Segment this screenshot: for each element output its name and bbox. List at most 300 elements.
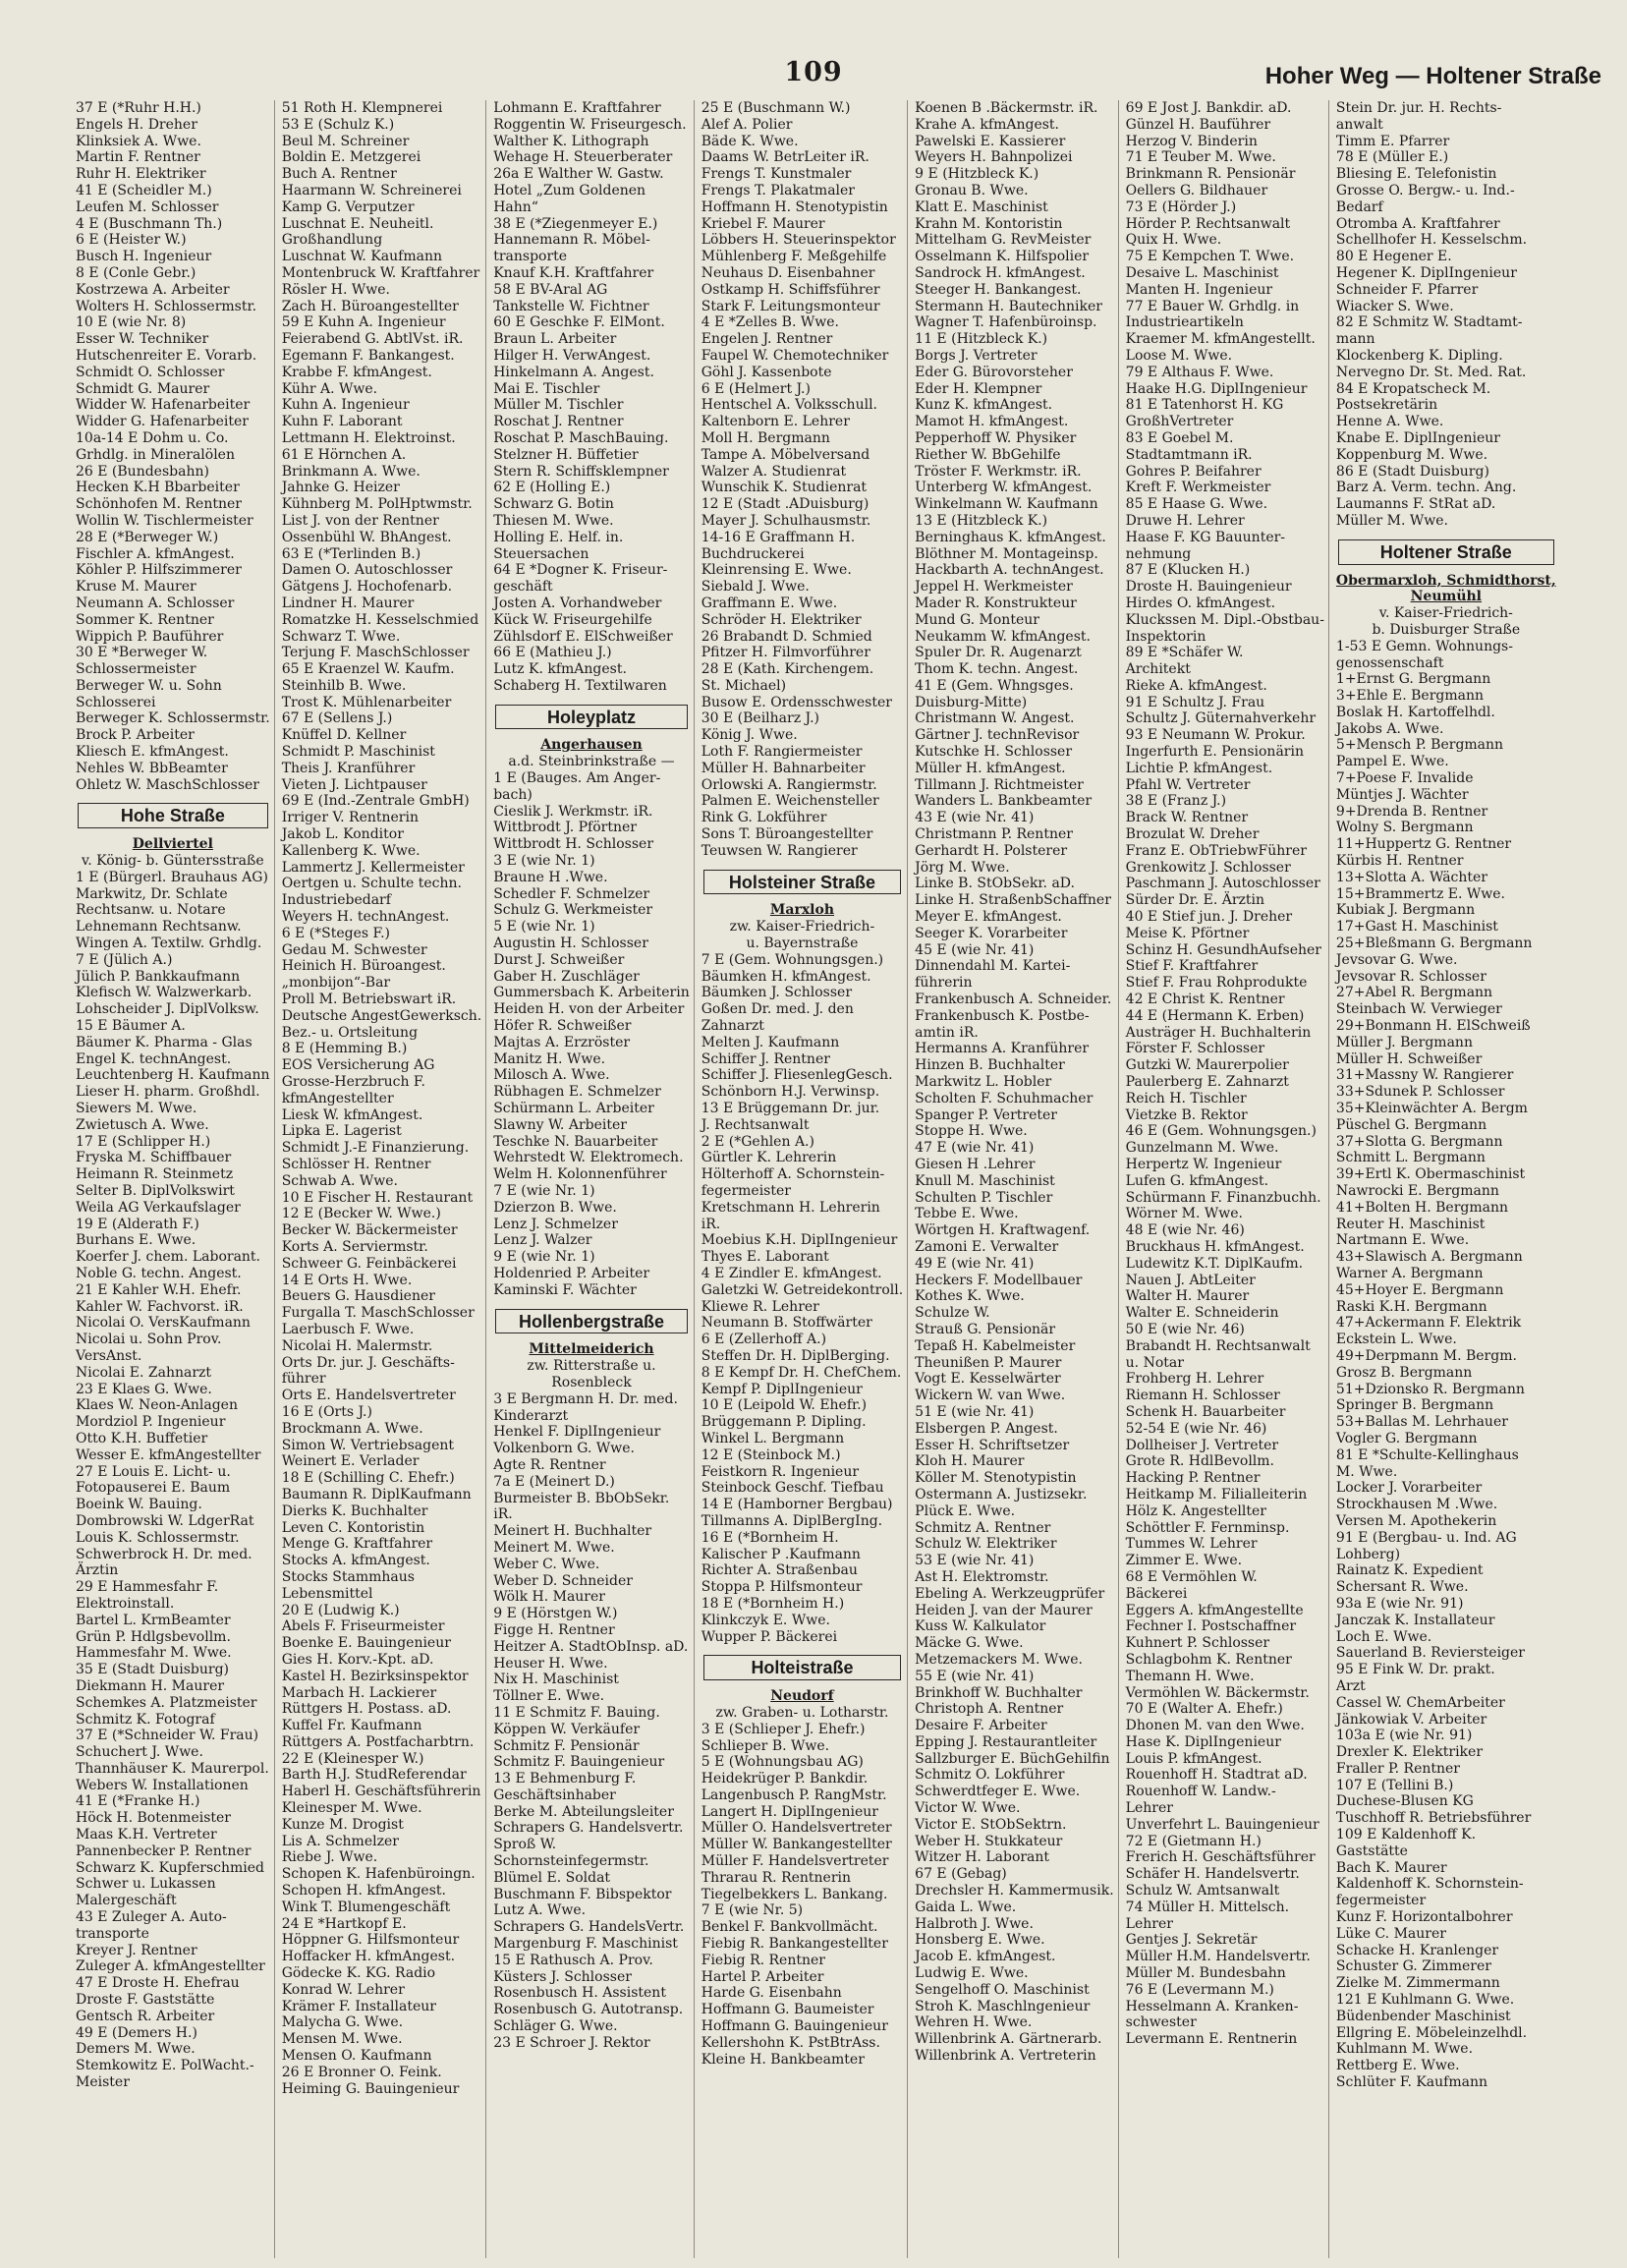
directory-entry: Brabandt H. Rechtsanwalt <box>1125 1337 1311 1354</box>
directory-entry: Dzierzon B. Wwe. <box>493 1199 617 1216</box>
directory-entry: u. Notar <box>1125 1354 1184 1371</box>
directory-entry: Koppenburg M. Wwe. <box>1335 446 1488 463</box>
directory-entry: 7 E (wie Nr. 5) <box>701 1902 804 1919</box>
directory-entry: Zahnarzt <box>701 1018 764 1035</box>
directory-entry: Levermann E. Rentnerin <box>1125 2031 1298 2048</box>
directory-entry: Ärztin <box>76 1562 119 1579</box>
directory-entry: Dierks K. Buchhalter <box>281 1503 428 1519</box>
directory-entry: Schrapers G. HandelsVertr. <box>493 1919 685 1936</box>
directory-entry: 87 E (Klucken H.) <box>1125 562 1251 579</box>
directory-entry: Damen O. Autoschlosser <box>281 562 453 579</box>
directory-entry: Manten H. Ingenieur <box>1125 281 1273 298</box>
directory-entry: Spanger P. Vertreter <box>915 1106 1057 1123</box>
directory-entry: Stief F. Frau Rohprodukte <box>1125 975 1308 992</box>
directory-entry: 6 E (Heister W.) <box>76 232 187 249</box>
directory-entry: 40 E Stief jun. J. Dreher <box>1125 909 1293 926</box>
directory-entry: Versen M. Apothekerin <box>1335 1512 1497 1529</box>
street-heading: Holtener Straße <box>1338 539 1554 565</box>
directory-entry: Drexler K. Elektriker <box>1335 1744 1484 1761</box>
directory-entry: Otto K.H. Buffetier <box>76 1430 208 1446</box>
directory-entry: Kuhn A. Ingenieur <box>281 397 410 414</box>
directory-entry: Welm H. Kolonnenführer <box>493 1166 667 1183</box>
directory-entry: 25 E (Buschmann W.) <box>701 100 851 116</box>
directory-entry: Stocks Stammhaus <box>281 1568 415 1585</box>
directory-entry: Wanders L. Bankbeamter <box>915 793 1093 810</box>
directory-entry: Meise K. Pförtner <box>1125 925 1250 941</box>
directory-entry: 79 E Althaus F. Wwe. <box>1125 364 1274 380</box>
directory-entry: Alef A. Polier <box>701 116 793 133</box>
directory-entry: Schersant R. Wwe. <box>1335 1579 1469 1596</box>
directory-entry: Schmidt J.-E Finanzierung. <box>281 1140 470 1157</box>
directory-entry: transporte <box>493 249 568 265</box>
directory-entry: Höck H. Botenmeister <box>76 1810 231 1827</box>
directory-entry: Knabe E. DiplIngenieur <box>1335 429 1500 446</box>
directory-entry: Holling E. Helf. in. <box>493 529 624 545</box>
directory-entry: 9 E (wie Nr. 1) <box>493 1249 595 1266</box>
directory-entry: 7 E (wie Nr. 1) <box>493 1183 595 1199</box>
directory-entry: Grosse-Herzbruch F. <box>281 1074 425 1091</box>
directory-entry: 37+Slotta G. Bergmann <box>1335 1133 1503 1150</box>
directory-entry: Mordziol P. Ingenieur <box>76 1414 226 1431</box>
directory-entry: Daams W. BetrLeiter iR. <box>701 149 870 166</box>
directory-entry: Kriebel F. Maurer <box>701 215 825 232</box>
directory-entry: Siewers M. Wwe. <box>76 1101 197 1117</box>
directory-entry: Weila AG Verkaufslager <box>76 1199 241 1216</box>
directory-entry: Schedler F. Schmelzer <box>493 885 650 902</box>
directory-entry: Gentsch R. Arbeiter <box>76 2008 215 2024</box>
directory-entry: Steinbach W. Verwieger <box>1335 1001 1502 1018</box>
directory-entry: Brack W. Rentner <box>1125 810 1249 826</box>
directory-entry: Schwer u. Lukassen <box>76 1876 216 1893</box>
directory-entry: 24 E *Hartkopf E. <box>281 1915 407 1932</box>
directory-entry: Mayer J. Schulhausmstr. <box>701 512 871 529</box>
directory-entry: 8 E (Hemming B.) <box>281 1041 408 1057</box>
directory-entry: Kostrzewa A. Arbeiter <box>76 281 230 298</box>
directory-entry: 4 E (Buschmann Th.) <box>76 215 223 232</box>
directory-column <box>76 100 275 2258</box>
directory-entry: Simon W. Vertriebsagent <box>281 1437 455 1453</box>
directory-entry: 38 E (*Ziegenmeyer E.) <box>493 215 658 232</box>
directory-entry: Hotel „Zum Goldenen <box>493 182 646 198</box>
directory-entry: Wolters H. Schlossermstr. <box>76 298 257 314</box>
directory-entry: 60 E Geschke F. ElMont. <box>493 314 665 331</box>
directory-entry: Oellers G. Bildhauer <box>1125 182 1268 198</box>
directory-entry: Kuhnert P. Schlosser <box>1125 1635 1270 1652</box>
directory-entry: Hacking P. Rentner <box>1125 1470 1261 1487</box>
directory-entry: 7 E (Jülich A.) <box>76 951 173 968</box>
directory-entry: Slawny W. Arbeiter <box>493 1116 627 1133</box>
directory-entry: 103a E (wie Nr. 91) <box>1335 1728 1473 1744</box>
directory-entry: 41 E (Gem. Whngsges. <box>915 677 1074 694</box>
directory-entry: 77 E Bauer W. Grhdlg. in <box>1125 298 1300 314</box>
directory-entry: 19 E (Alderath F.) <box>76 1216 199 1232</box>
directory-entry: Pfitzer H. Filmvorführer <box>701 645 870 661</box>
directory-entry: Mittelham G. RevMeister <box>915 232 1092 249</box>
directory-entry: Berweger W. u. Sohn <box>76 677 222 694</box>
directory-entry: fegermeister <box>701 1183 791 1199</box>
directory-entry: Lufen G. kfmAngest. <box>1125 1172 1269 1189</box>
directory-entry: Küsters J. Schlosser <box>493 1968 632 1985</box>
directory-entry: Wörtgen H. Kraftwagenf. <box>915 1222 1091 1239</box>
directory-entry: Berninghaus K. kfmAngest. <box>915 529 1106 545</box>
directory-entry: Kühnberg M. PolHptwmstr. <box>281 496 473 513</box>
directory-entry: Tebbe E. Wwe. <box>915 1206 1019 1222</box>
directory-entry: Vogt E. Kesselwärter <box>915 1371 1061 1388</box>
directory-entry: 14-16 E Graffmann H. <box>701 529 856 545</box>
directory-entry: Kluckssen M. Dipl.-Obstbau- <box>1125 611 1324 628</box>
directory-entry: Teschke N. Bauarbeiter <box>493 1133 658 1150</box>
directory-entry: Architekt <box>1125 661 1191 678</box>
directory-entry: Menge G. Kraftfahrer <box>281 1536 433 1553</box>
directory-entry: Sengelhoff O. Maschinist <box>915 1981 1090 1998</box>
directory-entry: 11 E (Hitzbleck K.) <box>915 331 1048 348</box>
directory-entry: Esser W. Techniker <box>76 331 209 348</box>
directory-entry: Fiebig R. Bankangestellter <box>701 1936 888 1953</box>
directory-entry: Rüttgers A. Postfacharbtrn. <box>281 1733 475 1750</box>
directory-entry: Vermöhlen W. Bäckermstr. <box>1125 1684 1310 1701</box>
directory-entry: 81 E Tatenhorst H. KG <box>1125 397 1284 414</box>
directory-entry: 76 E (Levermann M.) <box>1125 1981 1274 1998</box>
directory-entry: Neumann A. Schlosser <box>76 595 235 611</box>
directory-entry: Hölz K. Angestellter <box>1125 1503 1266 1519</box>
directory-entry: Tröster F. Werkmstr. iR. <box>915 463 1082 480</box>
directory-entry: 27 E Louis E. Licht- u. <box>76 1463 231 1480</box>
directory-entry: Theunißen P. Maurer <box>915 1354 1062 1371</box>
directory-entry: Industriebedarf <box>281 892 391 909</box>
directory-entry: Gies H. Korv.-Kpt. aD. <box>281 1651 434 1668</box>
directory-entry: Krahe A. kfmAngest. <box>915 116 1060 133</box>
directory-entry: transporte <box>76 1925 149 1942</box>
directory-entry: Schenk H. Bauarbeiter <box>1125 1403 1286 1420</box>
directory-entry: nehmung <box>1125 545 1192 562</box>
directory-entry: Kleine H. Bankbeamter <box>701 2051 865 2068</box>
directory-entry: 5+Mensch P. Bergmann <box>1335 737 1504 754</box>
directory-entry: Schmitz O. Lokführer <box>915 1767 1065 1784</box>
street-section-label: a.d. Steinbrinkstraße — <box>508 754 675 770</box>
directory-entry: 69 E (Ind.-Zentrale GmbH) <box>281 793 470 810</box>
directory-entry: Christmann W. Angest. <box>915 710 1075 727</box>
directory-entry: Schlosserei <box>76 694 156 710</box>
directory-entry: Schmitz K. Fotograf <box>76 1711 215 1728</box>
directory-entry: Quix H. Wwe. <box>1125 232 1222 249</box>
directory-entry: Boldin E. Metzgerei <box>281 149 421 166</box>
directory-entry: Frankenbusch K. Postbe- <box>915 1007 1090 1024</box>
directory-entry: Beuers G. Hausdiener <box>281 1288 435 1305</box>
directory-entry: Faupel W. Chemotechniker <box>701 347 889 364</box>
directory-entry: Müller H. Bahnarbeiter <box>701 760 866 776</box>
directory-entry: 20 E (Ludwig K.) <box>281 1602 400 1618</box>
directory-entry: Harde G. Eisenbahn <box>701 1985 842 2002</box>
directory-entry: Meister <box>76 2074 130 2091</box>
directory-entry: Koenen B .Bäckermstr. iR. <box>915 100 1098 116</box>
directory-entry: Thrarau R. Rentnerin <box>701 1869 852 1886</box>
directory-entry: Köppen W. Verkäufer <box>493 1721 641 1737</box>
directory-entry: Gummersbach K. Arbeiterin <box>493 985 690 1001</box>
directory-entry: Jevsovar G. Wwe. <box>1335 951 1458 968</box>
directory-entry: Grhdlg. in Mineralölen <box>76 446 235 463</box>
directory-entry: Galetzki W. Getreidekontroll. <box>701 1281 904 1298</box>
directory-entry: Locker J. Vorarbeiter <box>1335 1480 1483 1497</box>
directory-entry: Schmitt L. Bergmann <box>1335 1150 1486 1166</box>
directory-entry: Kutschke H. Schlosser <box>915 744 1073 761</box>
directory-entry: Selter B. DiplVolkswirt <box>76 1183 235 1199</box>
directory-entry: Malycha G. Wwe. <box>281 2014 404 2031</box>
directory-entry: Jakobs A. Wwe. <box>1335 720 1444 737</box>
directory-entry: Stief F. Kraftfahrer <box>1125 958 1259 975</box>
directory-entry: Schulz W. Amtsanwalt <box>1125 1883 1280 1899</box>
directory-entry: 58 E BV-Aral AG <box>493 281 608 298</box>
directory-entry: Nicolai O. VersKaufmann <box>76 1315 251 1332</box>
directory-entry: Köhler P. Hilfszimmerer <box>76 562 242 579</box>
directory-entry: Tillmanns A. DiplBergIng. <box>701 1512 883 1529</box>
directory-entry: Höfer R. Schweißer <box>493 1018 632 1035</box>
directory-entry: Stark F. Leitungsmonteur <box>701 298 880 314</box>
directory-entry: Maas K.H. Vertreter <box>76 1827 217 1843</box>
directory-entry: Schopen H. kfmAngest. <box>281 1883 446 1899</box>
directory-entry: Geschäftsinhaber <box>493 1786 616 1803</box>
directory-entry: Schwerbrock H. Dr. med. <box>76 1546 252 1562</box>
directory-entry: Weinert E. Verlader <box>281 1453 420 1470</box>
directory-entry: Beul M. Schreiner <box>281 133 410 149</box>
directory-entry: Rosenbusch G. Autotransp. <box>493 2002 684 2018</box>
directory-entry: Schönhofen M. Rentner <box>76 496 242 513</box>
directory-entry: Lehrer <box>1125 1915 1173 1932</box>
directory-entry: Stelzner H. Büffetier <box>493 446 639 463</box>
directory-entry: Heckers F. Modellbauer <box>915 1272 1083 1288</box>
directory-entry: Dombrowski W. LdgerRat <box>76 1512 254 1529</box>
directory-entry: Schlagbohm K. Rentner <box>1125 1651 1292 1668</box>
directory-entry: Busch H. Ingenieur <box>76 249 212 265</box>
directory-entry: 26 E (Bundesbahn) <box>76 463 209 480</box>
directory-column <box>282 100 487 2258</box>
directory-entry: 35+Kleinwächter A. Bergm <box>1335 1101 1528 1117</box>
directory-entry: Hörder P. Rechtsanwalt <box>1125 215 1291 232</box>
directory-entry: Meinert M. Wwe. <box>493 1539 615 1556</box>
directory-entry: Stemkowitz E. PolWacht.- <box>76 2058 254 2074</box>
directory-entry: Busow E. Ordensschwester <box>701 694 892 710</box>
directory-entry: Sommer K. Rentner <box>76 611 214 628</box>
directory-entry: Linke H. StraßenbSchaffner <box>915 892 1111 909</box>
directory-entry: Nicolai H. Malermstr. <box>281 1337 433 1354</box>
directory-entry: Rouenhoff H. Stadtrat aD. <box>1125 1767 1308 1784</box>
directory-entry: Schulten P. Tischler <box>915 1189 1053 1206</box>
directory-entry: Bruckhaus H. kfmAngest. <box>1125 1238 1305 1255</box>
directory-entry: Reich H. Tischler <box>1125 1090 1247 1106</box>
directory-entry: Hinzen B. Buchhalter <box>915 1057 1065 1074</box>
running-head: Hoher Weg — Holtener Straße <box>1264 63 1601 89</box>
directory-entry: Montenbruck W. Kraftfahrer <box>281 264 480 281</box>
directory-entry: Gödecke K. KG. Radio <box>281 1965 436 1982</box>
directory-entry: Loth F. Rangiermeister <box>701 744 863 761</box>
directory-entry: Mensen O. Kaufmann <box>281 2048 432 2065</box>
directory-entry: Sauerland B. Reviersteiger <box>1335 1645 1525 1662</box>
directory-entry: 65 E Kraenzel W. Kaufm. <box>281 661 455 678</box>
directory-entry: Tummes W. Lehrer <box>1125 1536 1258 1553</box>
directory-entry: Gürtler K. Lehrerin <box>701 1150 837 1166</box>
directory-entry: 95 E Fink W. Dr. prakt. <box>1335 1662 1495 1678</box>
directory-entry: Herpertz W. Ingenieur <box>1125 1157 1282 1172</box>
directory-entry: Hecken K.H Bbarbeiter <box>76 480 240 496</box>
directory-entry: 49+Derpmann M. Bergm. <box>1335 1347 1517 1364</box>
directory-entry: Weyers H. Bahnpolizei <box>915 149 1073 166</box>
directory-entry: 41+Bolten H. Bergmann <box>1335 1199 1509 1216</box>
directory-entry: 49 E (Demers H.) <box>76 2024 197 2041</box>
directory-entry: Schönborn H.J. Verwinsp. <box>701 1084 880 1101</box>
directory-entry: Weber D. Schneider <box>493 1572 633 1589</box>
directory-entry: Goßen Dr. med. J. den <box>701 1001 854 1018</box>
directory-entry: Janczak K. Installateur <box>1335 1612 1495 1628</box>
directory-entry: St. Michael) <box>701 677 787 694</box>
directory-entry: Berke M. Abteilungsleiter <box>493 1803 674 1820</box>
directory-entry: 93a E (wie Nr. 91) <box>1335 1595 1464 1612</box>
directory-entry: 37 E (*Ruhr H.H.) <box>76 100 201 116</box>
directory-entry: Josten A. Vorhandweber <box>493 595 662 611</box>
directory-entry: Günzel H. Bauführer <box>1125 116 1271 133</box>
directory-entry: 4 E *Zelles B. Wwe. <box>701 314 839 331</box>
directory-entry: Schröder H. Elektriker <box>701 611 862 628</box>
directory-entry: 1 E (Bürgerl. Brauhaus AG) <box>76 869 268 885</box>
directory-entry: Feistkorn R. Ingenieur <box>701 1463 860 1480</box>
street-section-label: zw. Ritterstraße u. <box>527 1358 656 1375</box>
directory-entry: 63 E (*Terlinden B.) <box>281 545 421 562</box>
directory-entry: Seeger K. Vorarbeiter <box>915 925 1068 941</box>
directory-entry: Loch E. Wwe. <box>1335 1628 1432 1645</box>
directory-entry: Wippich P. Bauführer <box>76 628 224 645</box>
directory-entry: Reuter H. Maschinist <box>1335 1216 1486 1232</box>
directory-entry: Mühlenberg F. Meßgehilfe <box>701 249 887 265</box>
directory-entry: Webers W. Installationen <box>76 1777 249 1793</box>
directory-entry: Gaststätte <box>1335 1843 1408 1859</box>
directory-entry: 69 E Jost J. Bankdir. aD. <box>1125 100 1292 116</box>
directory-entry: Jänkowiak V. Arbeiter <box>1335 1711 1487 1728</box>
directory-entry: Baumann R. DiplKaufmann <box>281 1486 472 1503</box>
directory-entry: Christmann P. Rentner <box>915 826 1073 843</box>
directory-entry: Heidekrüger P. Bankdir. <box>701 1771 869 1787</box>
directory-entry: Hannemann R. Möbel- <box>493 232 650 249</box>
directory-entry: 1+Ernst G. Bergmann <box>1335 671 1491 688</box>
directory-entry: Engelen J. Rentner <box>701 331 833 348</box>
directory-entry: Postsekretärin <box>1335 397 1438 414</box>
directory-entry: Feierabend G. AbtlVst. iR. <box>281 331 464 348</box>
directory-entry: Koerfer J. chem. Laborant. <box>76 1249 261 1266</box>
directory-entry: Frengs T. Kunstmaler <box>701 166 852 183</box>
directory-entry: Rettberg E. Wwe. <box>1335 2058 1460 2074</box>
directory-entry: 17+Gast H. Maschinist <box>1335 919 1498 936</box>
directory-entry: Riether W. BbGehilfe <box>915 446 1061 463</box>
directory-entry: Schwab A. Wwe. <box>281 1172 398 1189</box>
directory-entry: Lenz J. Schmelzer <box>493 1216 618 1232</box>
directory-entry: 82 E Schmitz W. Stadtamt- <box>1335 314 1523 331</box>
directory-entry: 13 E (Hitzbleck K.) <box>915 512 1048 529</box>
directory-entry: Kretschmann H. Lehrerin <box>701 1199 880 1216</box>
directory-entry: Gaber H. Zuschläger <box>493 968 640 985</box>
directory-entry: Lieser H. pharm. Großhdl. <box>76 1084 260 1101</box>
directory-entry: Arzt <box>1335 1677 1366 1694</box>
directory-entry: Haberl H. Geschäftsführerin <box>281 1784 481 1800</box>
directory-entry: Droste H. Bauingenieur <box>1125 579 1292 595</box>
directory-entry: Liesk W. kfmAngest. <box>281 1106 423 1123</box>
directory-entry: 78 E (Müller E.) <box>1335 149 1449 166</box>
directory-entry: Nervegno Dr. St. Med. Rat. <box>1335 364 1527 380</box>
directory-entry: M. Wwe. <box>1335 1463 1398 1480</box>
directory-entry: 27+Abel R. Bergmann <box>1335 985 1493 1001</box>
directory-column <box>915 100 1118 2258</box>
directory-entry: Kubiak J. Bergmann <box>1335 902 1476 919</box>
directory-entry: Malergeschäft <box>76 1893 177 1909</box>
directory-entry: Nehles W. BbBeamter <box>76 760 228 776</box>
directory-entry: Figge H. Rentner <box>493 1621 615 1638</box>
directory-entry: Buchdruckerei <box>701 545 805 562</box>
directory-entry: 11 E Schmitz F. Bauing. <box>493 1704 660 1721</box>
directory-entry: Rieke A. kfmAngest. <box>1125 677 1267 694</box>
directory-entry: Rechtsanw. u. Notare <box>76 902 226 919</box>
directory-entry: Desaive L. Maschinist <box>1125 264 1279 281</box>
directory-entry: Rosenbusch H. Assistent <box>493 1985 666 2002</box>
directory-entry: Stoppe H. Wwe. <box>915 1123 1028 1140</box>
directory-entry: Tillmann J. Richtmeister <box>915 776 1084 793</box>
directory-entry: 30 E *Berweger W. <box>76 645 208 661</box>
directory-entry: Klefisch W. Walzwerkarb. <box>76 985 252 1001</box>
directory-entry: Zühlsdorf E. ElSchweißer <box>493 628 673 645</box>
directory-entry: Elektroinstall. <box>76 1595 175 1612</box>
directory-entry: 35 E (Stadt Duisburg) <box>76 1662 229 1678</box>
directory-entry: Kreft F. Werkmeister <box>1125 480 1271 496</box>
directory-entry: 55 E (wie Nr. 41) <box>915 1668 1035 1684</box>
directory-entry: 41 E (*Franke H.) <box>76 1793 200 1810</box>
directory-entry: Steffen Dr. H. DiplBerging. <box>701 1347 890 1364</box>
directory-entry: Knauf K.H. Kraftfahrer <box>493 264 654 281</box>
directory-entry: Nauen J. AbtLeiter <box>1125 1272 1256 1288</box>
directory-entry: Bäumer K. Pharma - Glas <box>76 1034 252 1050</box>
directory-entry: Hartel P. Arbeiter <box>701 1968 824 1985</box>
directory-entry: Müller H. Schweißer <box>1335 1050 1483 1067</box>
directory-entry: Cassel W. ChemArbeiter <box>1335 1694 1505 1711</box>
directory-entry: List J. von der Rentner <box>281 512 439 529</box>
directory-entry: amtin iR. <box>915 1024 979 1041</box>
directory-entry: 41 E (Scheidler M.) <box>76 182 212 198</box>
directory-entry: Pannenbecker P. Rentner <box>76 1843 252 1859</box>
district-label: Marxloh <box>769 902 835 919</box>
directory-entry: Lindner H. Maurer <box>281 595 415 611</box>
directory-entry: Müller H. kfmAngest. <box>915 760 1066 776</box>
directory-entry: 72 E (Gietmann H.) <box>1125 1833 1262 1849</box>
directory-entry: Schürmann F. Finanzbuchh. <box>1125 1189 1321 1206</box>
directory-entry: Hermanns A. Kranführer <box>915 1041 1090 1057</box>
directory-entry: Klaes W. Neon-Anlagen <box>76 1397 238 1414</box>
directory-entry: 67 E (Sellens J.) <box>281 710 393 727</box>
directory-entry: Fryska M. Schiffbauer <box>76 1150 232 1166</box>
directory-entry: Müntjes J. Wächter <box>1335 786 1469 803</box>
directory-entry: Becker W. Bäckermeister <box>281 1222 458 1239</box>
directory-entry: Müller M. Wwe. <box>1335 512 1448 529</box>
directory-entry: Egemann F. Bankangest. <box>281 347 455 364</box>
directory-entry: Desaire F. Arbeiter <box>915 1718 1047 1734</box>
directory-entry: 85 E Haase G. Wwe. <box>1125 496 1268 513</box>
directory-entry: Benkel F. Bankvollmächt. <box>701 1919 878 1936</box>
directory-entry: Walter E. Schneiderin <box>1125 1305 1279 1322</box>
directory-entry: 52-54 E (wie Nr. 46) <box>1125 1420 1267 1437</box>
directory-entry: Raski K.H. Bergmann <box>1335 1298 1487 1315</box>
directory-entry: Abels F. Friseurmeister <box>281 1618 445 1635</box>
directory-entry: Schiffer J. FliesenlegGesch. <box>701 1067 893 1084</box>
directory-entry: 6 E (*Steges F.) <box>281 925 391 941</box>
directory-entry: Schuchert J. Wwe. <box>76 1744 203 1761</box>
directory-entry: Jülich P. Bankkaufmann <box>76 968 241 985</box>
directory-entry: Romatzke H. Kesselschmied <box>281 611 479 628</box>
directory-entry: Buschmann F. Bibspektor <box>493 1886 672 1902</box>
directory-entry: Orts Dr. jur. J. Geschäfts- <box>281 1354 455 1371</box>
directory-entry: Neumann B. Stoffwärter <box>701 1315 872 1332</box>
